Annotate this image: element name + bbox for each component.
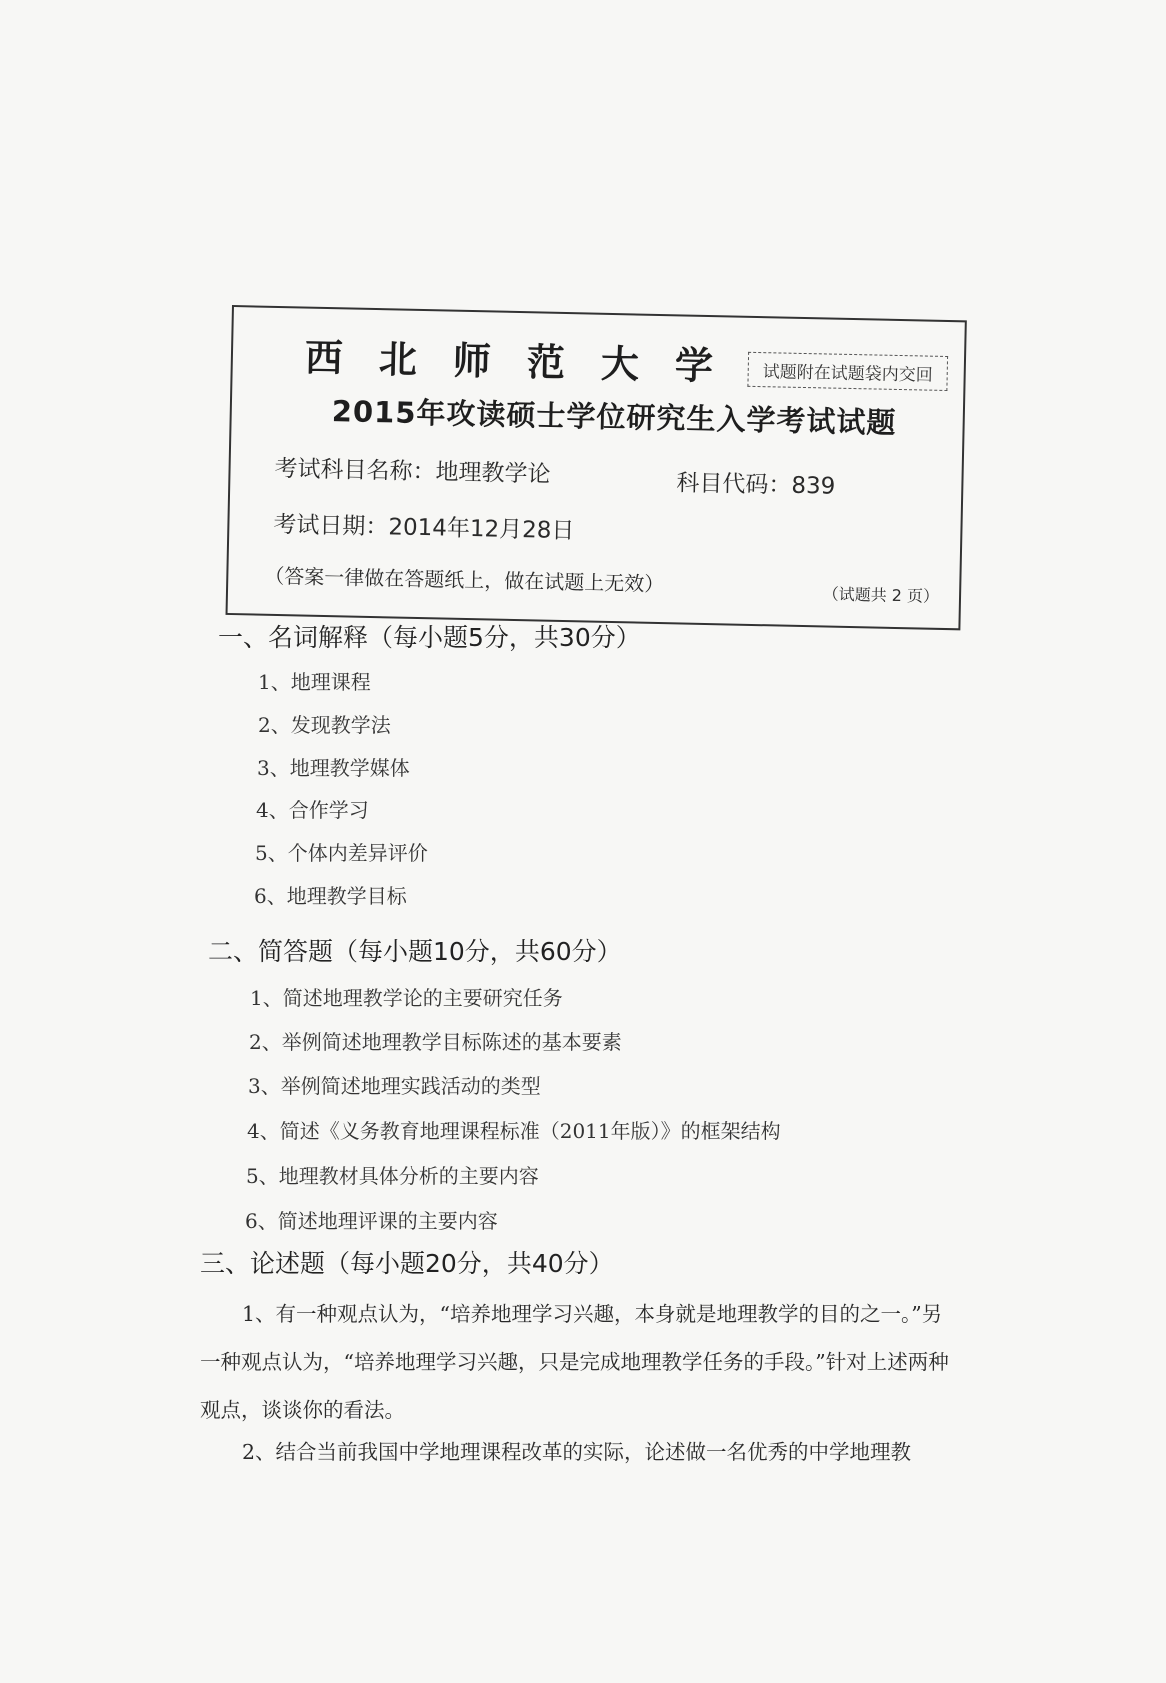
answer-instruction: （答案一律做在答题纸上，做在试题上无效） — [264, 563, 665, 597]
section-title-definitions: 一、名词解释（每小题5分，共30分） — [218, 623, 641, 652]
exam-title: 2015年攻读硕士学位研究生入学考试试题 — [331, 394, 897, 440]
list-item: 5、个体内差异评价 — [255, 841, 428, 865]
list-item: 3、举例简述地理实践活动的类型 — [248, 1074, 541, 1098]
page-count: （试题共 2 页） — [822, 584, 940, 606]
essay-question-1: 1、有一种观点认为，“培养地理学习兴趣，本身就是地理教学的目的之一。”另一种观点认为，“培养地理学习兴趣，只是完成地理教学任务的手段。”针对上述两种观点，谈谈你的看法。 — [200, 1302, 949, 1422]
university-name: 西北师范大学 — [304, 335, 750, 389]
section-title-essay: 三、论述题（每小题20分，共40分） — [200, 1249, 614, 1278]
section-title-short-answer: 二、简答题（每小题10分，共60分） — [208, 937, 622, 966]
list-item: 6、地理教学目标 — [254, 884, 407, 908]
list-item: 2、发现教学法 — [258, 713, 391, 737]
return-note: 试题附在试题袋内交回 — [747, 352, 948, 391]
list-item: 3、地理教学媒体 — [257, 756, 410, 780]
list-item: 4、合作学习 — [256, 798, 369, 822]
essay-question-2: 2、结合当前我国中学地理课程改革的实际，论述做一名优秀的中学地理教 — [242, 1440, 912, 1464]
list-item: 4、简述《义务教育地理课程标准（2011年版）》的框架结构 — [247, 1119, 781, 1143]
list-item: 1、简述地理教学论的主要研究任务 — [250, 986, 563, 1010]
exam-date: 考试日期：2014年12月28日 — [273, 511, 575, 545]
subject-name: 考试科目名称：地理教学论 — [274, 455, 551, 488]
list-item: 2、举例简述地理教学目标陈述的基本要素 — [249, 1030, 622, 1054]
subject-code: 科目代码：839 — [676, 470, 836, 500]
exam-header-box — [226, 305, 967, 630]
list-item: 5、地理教材具体分析的主要内容 — [246, 1164, 539, 1188]
list-item: 1、地理课程 — [258, 670, 371, 694]
list-item: 6、简述地理评课的主要内容 — [245, 1209, 498, 1233]
